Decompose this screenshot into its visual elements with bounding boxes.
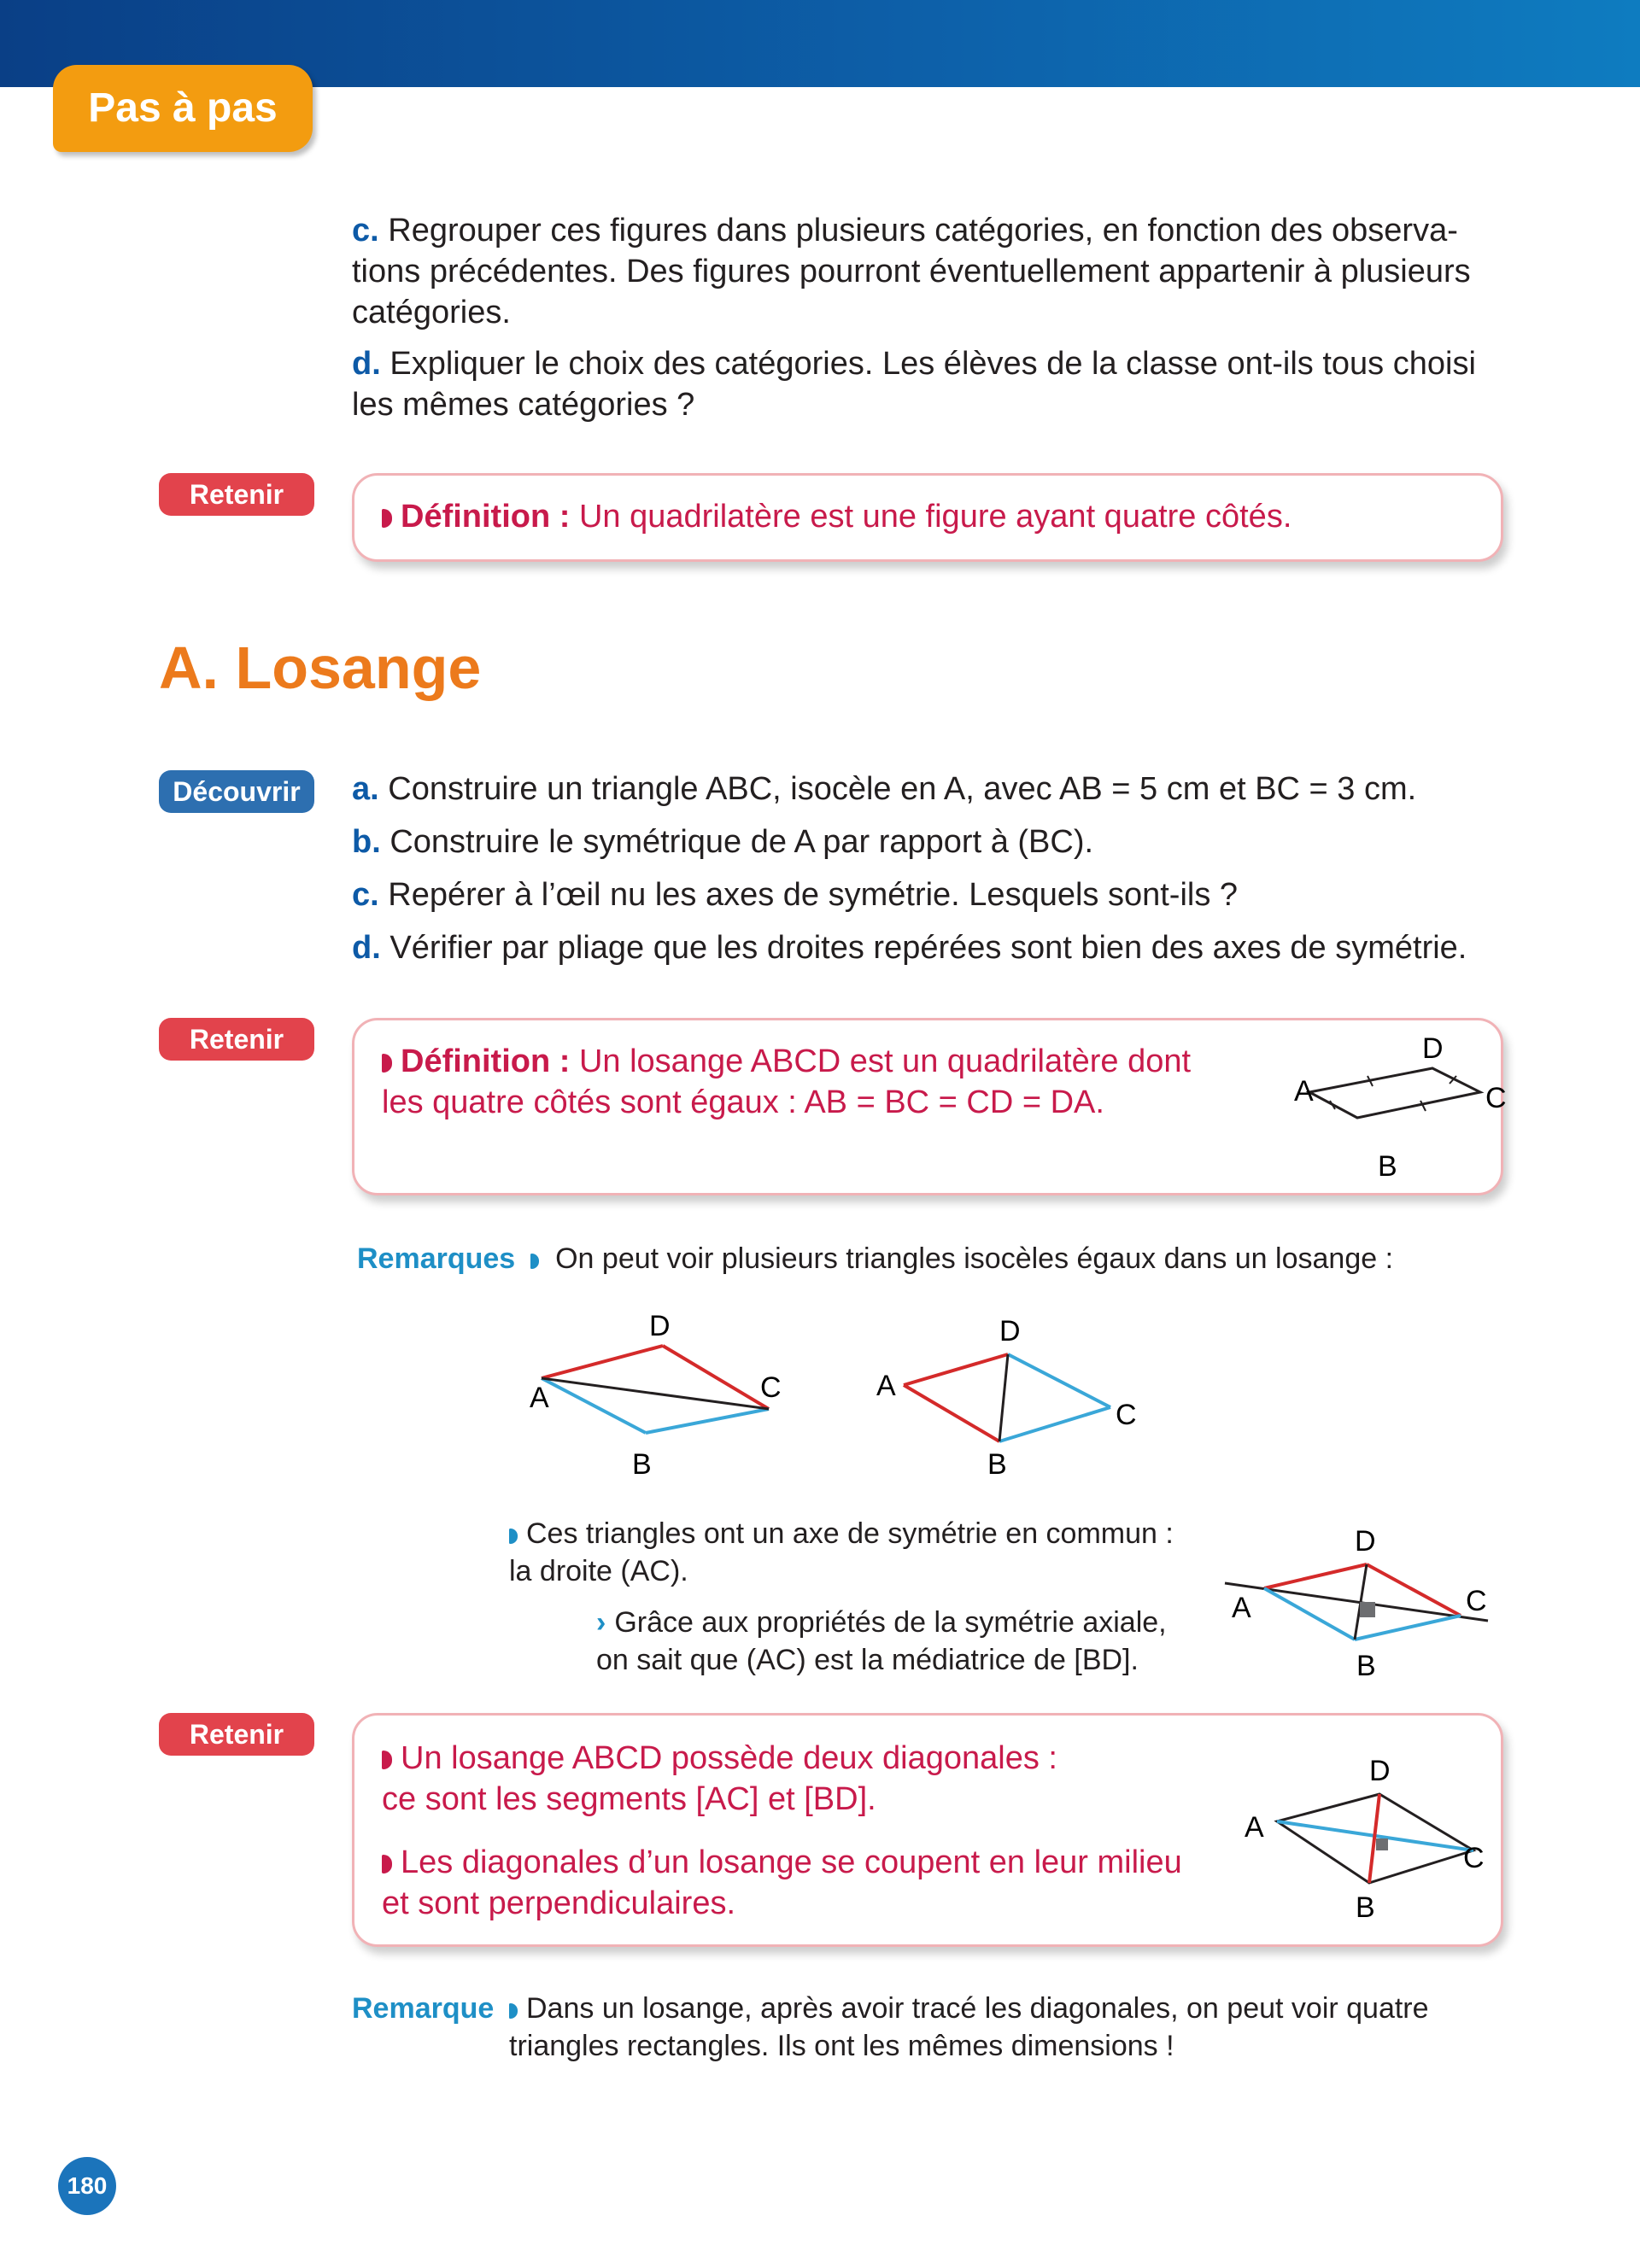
- diagonales-point-1: [382, 1738, 1057, 1820]
- label-C: C: [760, 1371, 782, 1404]
- bullet-icon: [530, 1254, 539, 1269]
- remarques-title: Remarques: [357, 1242, 516, 1275]
- figure-triangles-bd: [876, 1315, 1137, 1481]
- chevron-right-icon: ›: [596, 1606, 606, 1639]
- definition-quadrilatere: [382, 496, 1292, 537]
- figure-triangles-ac: [530, 1310, 782, 1481]
- definition-line2: les quatre côtés sont égaux : AB = BC = CD = DA.: [382, 1084, 1104, 1120]
- label-B: B: [1356, 1650, 1376, 1682]
- intro-c-line1: Regrouper ces figures dans plusieurs catégories, en fonction des observa-: [388, 213, 1458, 248]
- decouvrir-badge: Découvrir: [159, 770, 314, 813]
- remarque-line2: triangles rectangles. Ils ont les mêmes dimensions !: [509, 2030, 1174, 2062]
- bullet-icon: [382, 1054, 392, 1073]
- label-C: C: [1463, 1842, 1485, 1874]
- section-tab: Pas à pas: [53, 65, 313, 152]
- retenir-box-2: [352, 1018, 1507, 1195]
- label-D: D: [1422, 1032, 1444, 1065]
- item-label: c.: [352, 877, 379, 913]
- intro-d-label: d.: [352, 346, 381, 382]
- intro-c: [352, 210, 1471, 333]
- bullet-icon: [509, 1529, 518, 1544]
- label-A: A: [1245, 1811, 1264, 1844]
- label-B: B: [632, 1448, 652, 1481]
- label-C: C: [1485, 1082, 1507, 1114]
- remarque-line1: Dans un losange, après avoir tracé les diagonales, on peut voir quatre: [526, 1992, 1429, 2025]
- item-text: Repérer à l’œil nu les axes de symétrie. Lesquels sont-ils ?: [388, 877, 1239, 913]
- label-B: B: [987, 1448, 1007, 1481]
- bullet-icon: [509, 2003, 518, 2019]
- retenir-box-3: [352, 1713, 1503, 1947]
- decouvrir-item-b: [352, 821, 1093, 862]
- item-label: b.: [352, 824, 381, 860]
- intro-d: [352, 343, 1476, 425]
- definition-text: Un quadrilatère est une figure ayant quatre côtés.: [578, 499, 1292, 535]
- bullet-icon: [382, 509, 392, 528]
- decouvrir-item-c: [352, 874, 1238, 915]
- bullet-icon: [382, 1751, 392, 1769]
- label-A: A: [530, 1382, 549, 1414]
- diagonales-point-2: [382, 1842, 1182, 1924]
- remarque-text: [509, 1990, 1429, 2065]
- remarque-title: [352, 1990, 494, 2027]
- label-D: D: [999, 1315, 1021, 1347]
- point-line2: et sont perpendiculaires.: [382, 1885, 736, 1921]
- retenir-badge-3: Retenir: [159, 1713, 314, 1756]
- isosceles-figures: [512, 1306, 1145, 1481]
- remarques-sub-1: [596, 1604, 1167, 1679]
- definition-losange: [382, 1041, 1191, 1123]
- sub-line1: Grâce aux propriétés de la symétrie axiale,: [614, 1606, 1167, 1639]
- rhombus-figure-1: [1260, 1029, 1507, 1183]
- item-text: Construire le symétrique de A par rapport à (BC).: [390, 824, 1094, 860]
- intro-d-line2: les mêmes catégories ?: [352, 387, 695, 423]
- label-B: B: [1356, 1891, 1375, 1924]
- intro-d-line1: Expliquer le choix des catégories. Les élèves de la classe ont-ils tous choisi: [390, 346, 1476, 382]
- label-D: D: [1355, 1525, 1376, 1558]
- definition-label: Définition :: [401, 499, 571, 535]
- point-line1: Un losange ABCD possède deux diagonales :: [401, 1740, 1057, 1776]
- item-text: Vérifier par pliage que les droites repérées sont bien des axes de symétrie.: [390, 930, 1467, 966]
- remarque-label: Remarque: [352, 1992, 495, 2025]
- remarques-text: On peut voir plusieurs triangles isocèles égaux dans un losange :: [555, 1242, 1394, 1275]
- definition-line1: Un losange ABCD est un quadrilatère dont: [578, 1043, 1192, 1079]
- page-number: 180: [58, 2157, 116, 2215]
- intro-c-line3: catégories.: [352, 295, 511, 330]
- point-line2: la droite (AC).: [509, 1555, 688, 1587]
- point-line1: Ces triangles ont un axe de symétrie en commun :: [526, 1517, 1174, 1550]
- bullet-icon: [382, 1855, 392, 1873]
- mediatrice-figure: [1213, 1520, 1503, 1682]
- intro-c-label: c.: [352, 213, 379, 248]
- point-line1: Les diagonales d’un losange se coupent en leur milieu: [401, 1844, 1182, 1880]
- section-title: A. Losange: [159, 634, 482, 701]
- label-A: A: [1232, 1592, 1251, 1624]
- retenir-badge-2: Retenir: [159, 1018, 314, 1061]
- rhombus-outline: [1309, 1068, 1480, 1118]
- label-D: D: [649, 1310, 671, 1342]
- item-text: Construire un triangle ABC, isocèle en A, avec AB = 5 cm et BC = 3 cm.: [388, 771, 1417, 807]
- label-A: A: [876, 1370, 896, 1402]
- retenir-box-1: [352, 473, 1503, 562]
- tick-marks: [1330, 1076, 1456, 1111]
- item-label: a.: [352, 771, 379, 807]
- remarques-line: [357, 1240, 1393, 1277]
- remarques-point-1: [509, 1515, 1174, 1590]
- decouvrir-item-a: [352, 769, 1416, 810]
- sub-line2: on sait que (AC) est la médiatrice de [BD].: [596, 1644, 1139, 1676]
- label-B: B: [1378, 1150, 1397, 1183]
- point-line2: ce sont les segments [AC] et [BD].: [382, 1781, 876, 1817]
- retenir-badge-1: Retenir: [159, 473, 314, 516]
- definition-label: Définition :: [401, 1043, 571, 1079]
- item-label: d.: [352, 930, 381, 966]
- label-C: C: [1466, 1585, 1487, 1617]
- decouvrir-item-d: [352, 927, 1467, 968]
- label-C: C: [1116, 1399, 1137, 1431]
- label-D: D: [1369, 1755, 1391, 1787]
- label-A: A: [1294, 1075, 1314, 1108]
- intro-c-line2: tions précédentes. Des figures pourront éventuellement appartenir à plusieurs: [352, 254, 1471, 289]
- diagonals-figure: [1226, 1741, 1485, 1924]
